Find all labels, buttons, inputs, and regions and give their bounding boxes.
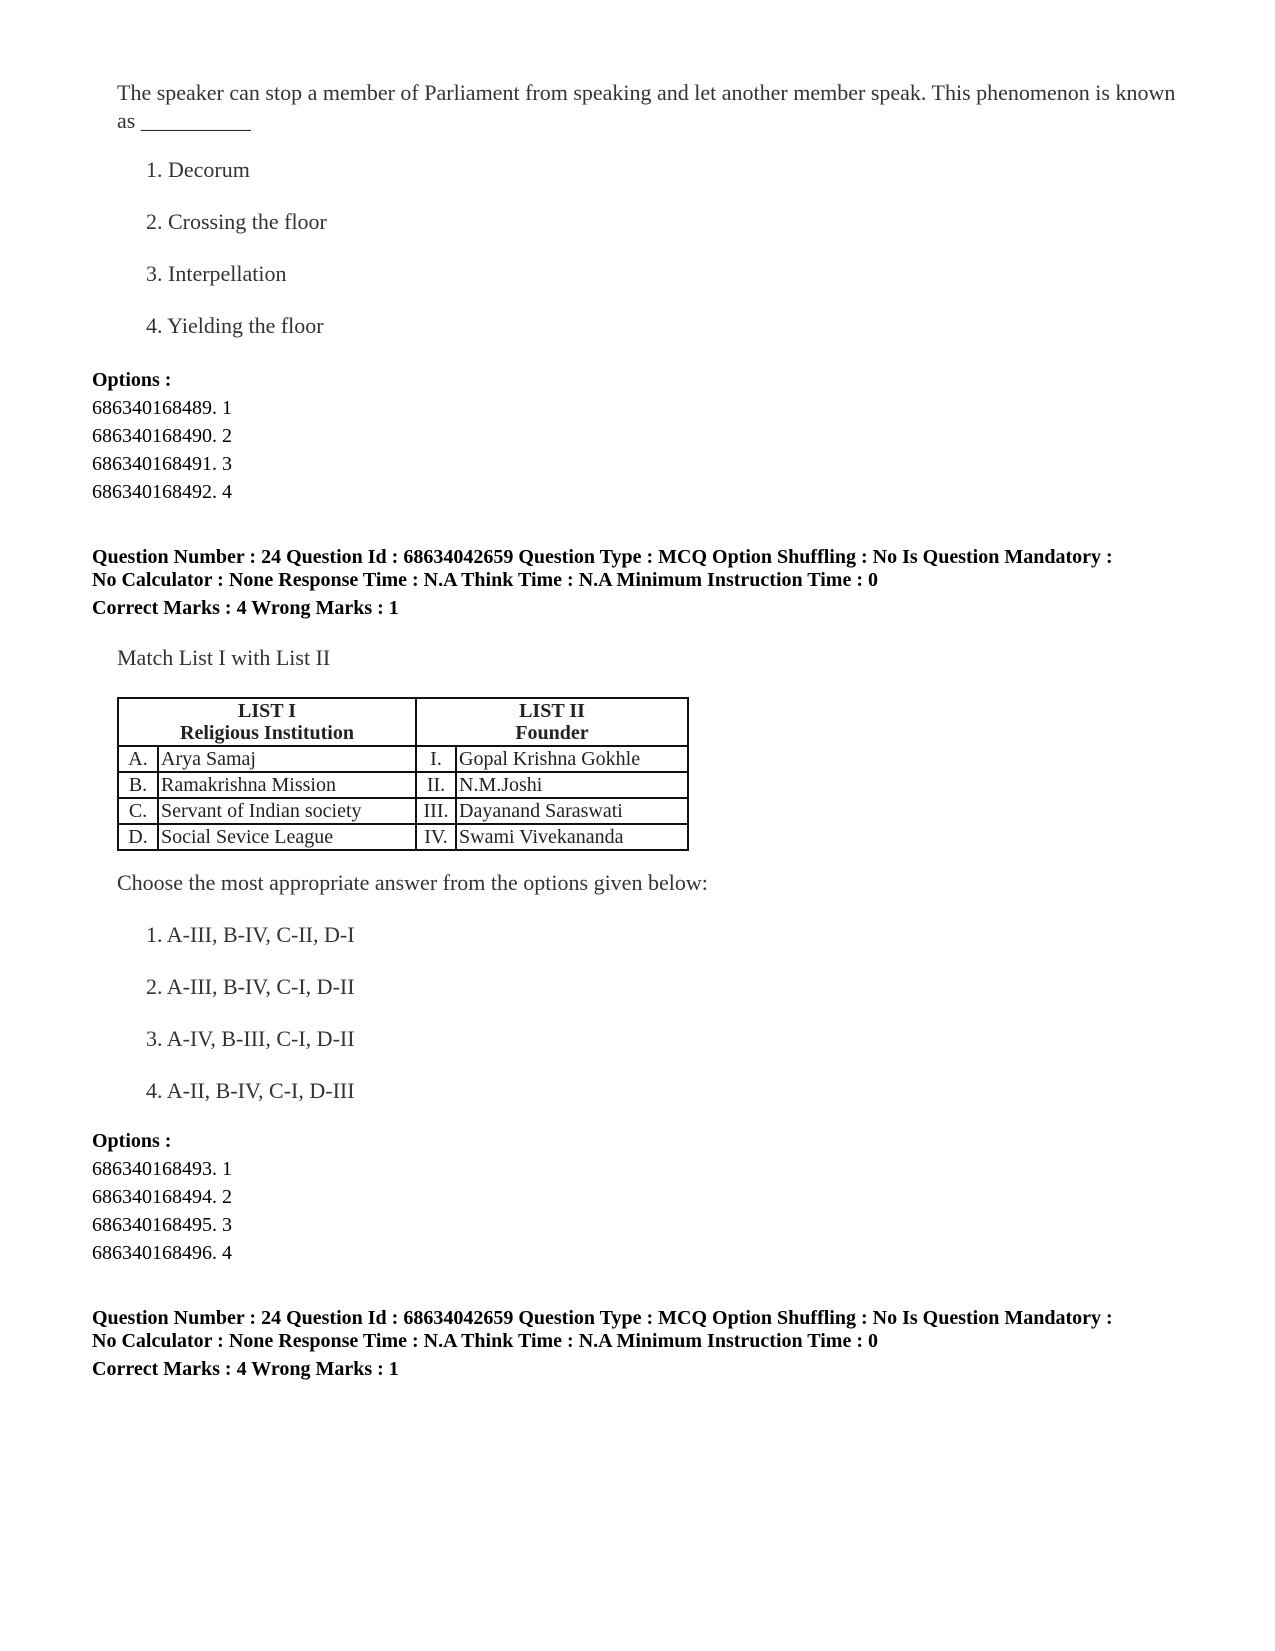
question-meta-line: No Calculator : None Response Time : N.A Think Time : N.A Minimum Instruction Time : 0: [92, 569, 878, 591]
question-2-choice-3: 3. A-IV, B-III, C-I, D-II: [146, 1026, 355, 1051]
list-2-key: IV.: [416, 824, 456, 850]
option-line: 686340168493. 1: [92, 1158, 232, 1180]
question-1-choice-4: 4. Yielding the floor: [146, 313, 324, 338]
question-meta-line: Question Number : 24 Question Id : 68634042659 Question Type : MCQ Option Shuffling : No Is Question Mandatory :: [92, 546, 1113, 568]
table-row: [118, 746, 688, 772]
question-1-choice-3: 3. Interpellation: [146, 261, 287, 286]
list-1-value: Arya Samaj: [158, 746, 416, 772]
question-1-choice-1: 1. Decorum: [146, 157, 250, 182]
option-line: 686340168494. 2: [92, 1186, 232, 1208]
marks-line: Correct Marks : 4 Wrong Marks : 1: [92, 1358, 399, 1380]
list-1-key: C.: [118, 798, 158, 824]
question-2-choice-2: 2. A-III, B-IV, C-I, D-II: [146, 974, 355, 999]
list-1-subtitle: Religious Institution: [180, 722, 354, 744]
list-1-key: D.: [118, 824, 158, 850]
option-line: 686340168489. 1: [92, 397, 232, 419]
table-row: [118, 798, 688, 824]
list-2-value: N.M.Joshi: [456, 772, 688, 798]
list-1-value: Servant of Indian society: [158, 798, 416, 824]
list-2-subtitle: Founder: [515, 722, 589, 744]
list-1-key: B.: [118, 772, 158, 798]
question-meta-line: No Calculator : None Response Time : N.A Think Time : N.A Minimum Instruction Time : 0: [92, 1330, 878, 1352]
match-table: [117, 697, 689, 851]
list-2-value: Gopal Krishna Gokhle: [456, 746, 688, 772]
table-row: [118, 772, 688, 798]
list-2-key: III.: [416, 798, 456, 824]
question-2-choice-1: 1. A-III, B-IV, C-II, D-I: [146, 922, 355, 947]
table-row: [118, 824, 688, 850]
list-1-key: A.: [118, 746, 158, 772]
list-1-value: Social Sevice League: [158, 824, 416, 850]
option-line: 686340168491. 3: [92, 453, 232, 475]
options-label: Options :: [92, 1130, 172, 1152]
options-label: Options :: [92, 369, 172, 391]
question-meta-line: Question Number : 24 Question Id : 68634042659 Question Type : MCQ Option Shuffling : No Is Question Mandatory :: [92, 1307, 1113, 1329]
list-2-header: [416, 698, 688, 746]
option-line: 686340168492. 4: [92, 481, 232, 503]
list-2-value: Dayanand Saraswati: [456, 798, 688, 824]
list-2-key: I.: [416, 746, 456, 772]
question-1-choice-2: 2. Crossing the floor: [146, 209, 327, 234]
question-2-prompt: Choose the most appropriate answer from the options given below:: [117, 870, 708, 895]
question-1-text: The speaker can stop a member of Parliament from speaking and let another member speak. This phenomenon is known as __________: [117, 80, 1176, 133]
option-line: 686340168495. 3: [92, 1214, 232, 1236]
marks-line: Correct Marks : 4 Wrong Marks : 1: [92, 597, 399, 619]
question-2-intro: Match List I with List II: [117, 645, 331, 670]
question-2-choice-4: 4. A-II, B-IV, C-I, D-III: [146, 1078, 355, 1103]
list-1-value: Ramakrishna Mission: [158, 772, 416, 798]
match-table-header: [118, 698, 688, 746]
list-2-key: II.: [416, 772, 456, 798]
list-2-title: LIST II: [519, 700, 585, 722]
option-line: 686340168496. 4: [92, 1242, 232, 1264]
list-2-value: Swami Vivekananda: [456, 824, 688, 850]
list-1-header: [118, 698, 416, 746]
list-1-title: LIST I: [237, 700, 296, 722]
option-line: 686340168490. 2: [92, 425, 232, 447]
